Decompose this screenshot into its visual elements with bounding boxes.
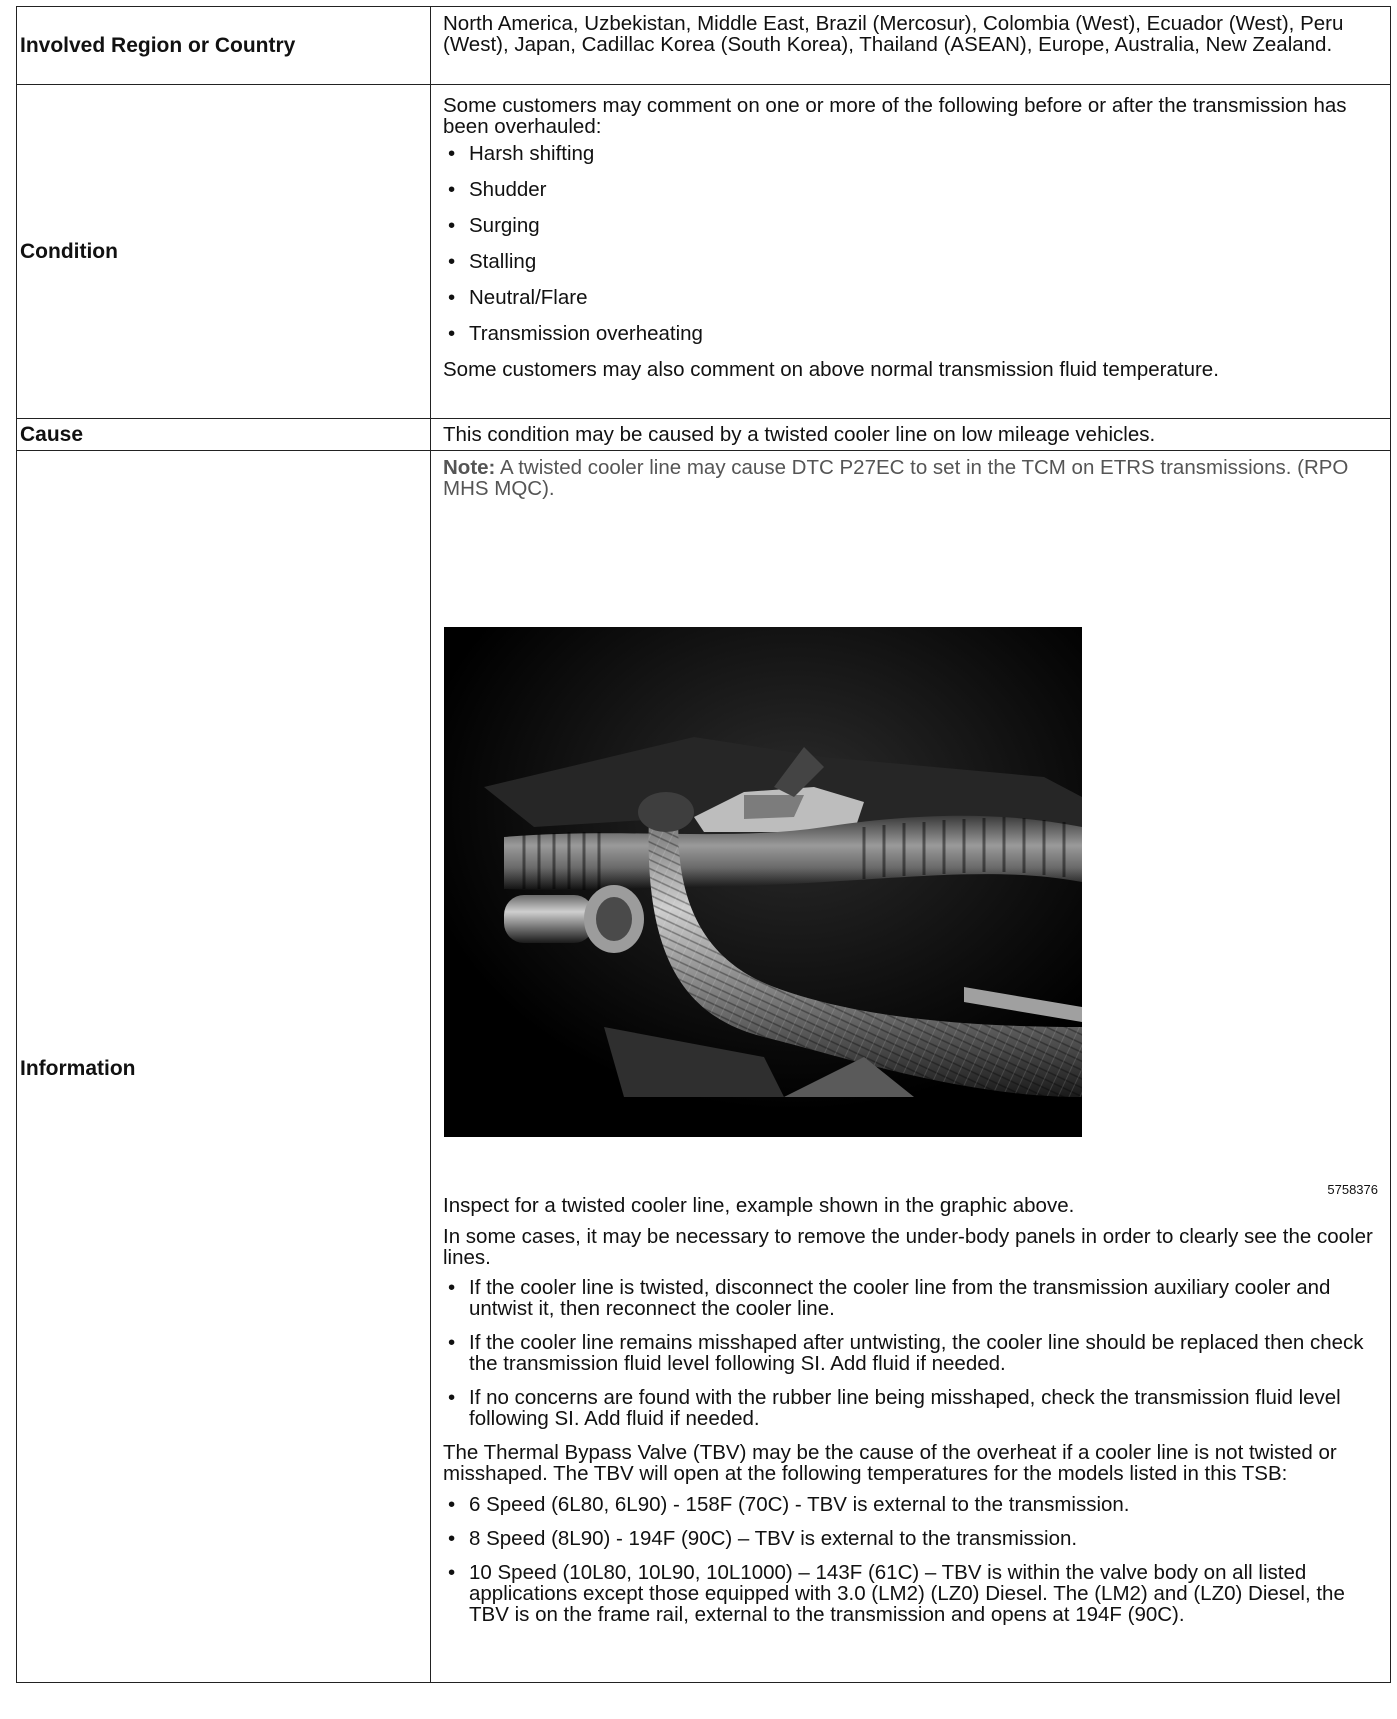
condition-cell [431,85,1391,419]
cause-cell [431,419,1391,451]
tbv-intro: The Thermal Bypass Valve (TBV) may be the cause of the overheat if a cooler line is not twisted or misshaped. The TBV will open at the following temperatures for the models listed in this TSB: [443,1441,1337,1485]
condition-label: Condition [17,85,431,419]
cause-row [17,419,1391,451]
note-label: Note: [443,456,496,479]
condition-item: • Neutral/Flare [443,287,1378,308]
bulletin-table [16,6,1391,1683]
note [443,457,1378,499]
information-label: Information [17,451,431,1683]
condition-item: • Stalling [443,251,1378,272]
region-cell [431,7,1391,85]
cause-label: Cause [17,419,431,451]
condition-row [17,85,1391,419]
tbv-item: • 6 Speed (6L80, 6L90) - 158F (70C) - TBV is external to the transmission. [443,1494,1378,1515]
condition-item: • Harsh shifting [443,143,1378,164]
region-label: Involved Region or Country [17,7,431,85]
region-text: North America, Uzbekistan, Middle East, Brazil (Mercosur), Colombia (West), Ecuador (West), Peru (West), Japan, Cadillac Korea (South Korea), Thailand (ASEAN), Europe, Australia, New Zealand. [443,12,1344,56]
condition-intro: Some customers may comment on one or more of the following before or after the transmission has been overhauled: [443,94,1347,138]
tbv-item: • 10 Speed (10L80, 10L90, 10L1000) – 143F (61C) – TBV is within the valve body on all listed applications except those equipped with 3.0 (LM2) (LZ0) Diesel. The (LM2) and (LZ0) Diesel, the TBV is on the frame rail, external to the transmission and opens at 194F (90C). [443,1562,1378,1625]
note-text: A twisted cooler line may cause DTC P27EC to set in the TCM on ETRS transmissions. (RPO MHS MQC). [443,456,1349,500]
inspect-text: Inspect for a twisted cooler line, example shown in the graphic above. [443,1194,1075,1217]
cooler-line-photo-graphic [444,627,1082,1137]
tbv-item: • 8 Speed (8L90) - 194F (90C) – TBV is external to the transmission. [443,1528,1378,1549]
information-cell [431,451,1391,1683]
cause-text: This condition may be caused by a twisted cooler line on low mileage vehicles. [443,423,1156,446]
twisted-cooler-line-photo [444,627,1082,1137]
condition-item: • Transmission overheating [443,323,1378,344]
condition-outro: Some customers may also comment on above normal transmission fluid temperature. [443,358,1219,381]
panels-text: In some cases, it may be necessary to remove the under-body panels in order to clearly see the cooler lines. [443,1225,1373,1269]
region-row [17,7,1391,85]
condition-item: • Shudder [443,179,1378,200]
information-row [17,451,1391,1683]
figure-number: 5758376 [1327,1182,1378,1197]
condition-item: • Surging [443,215,1378,236]
step-item: • If no concerns are found with the rubber line being misshaped, check the transmission fluid level following SI. Add fluid if needed. [443,1387,1378,1429]
step-item: • If the cooler line remains misshaped after untwisting, the cooler line should be replaced then check the transmission fluid level following SI. Add fluid if needed. [443,1332,1378,1374]
step-item: • If the cooler line is twisted, disconnect the cooler line from the transmission auxiliary cooler and untwist it, then reconnect the cooler line. [443,1277,1378,1319]
